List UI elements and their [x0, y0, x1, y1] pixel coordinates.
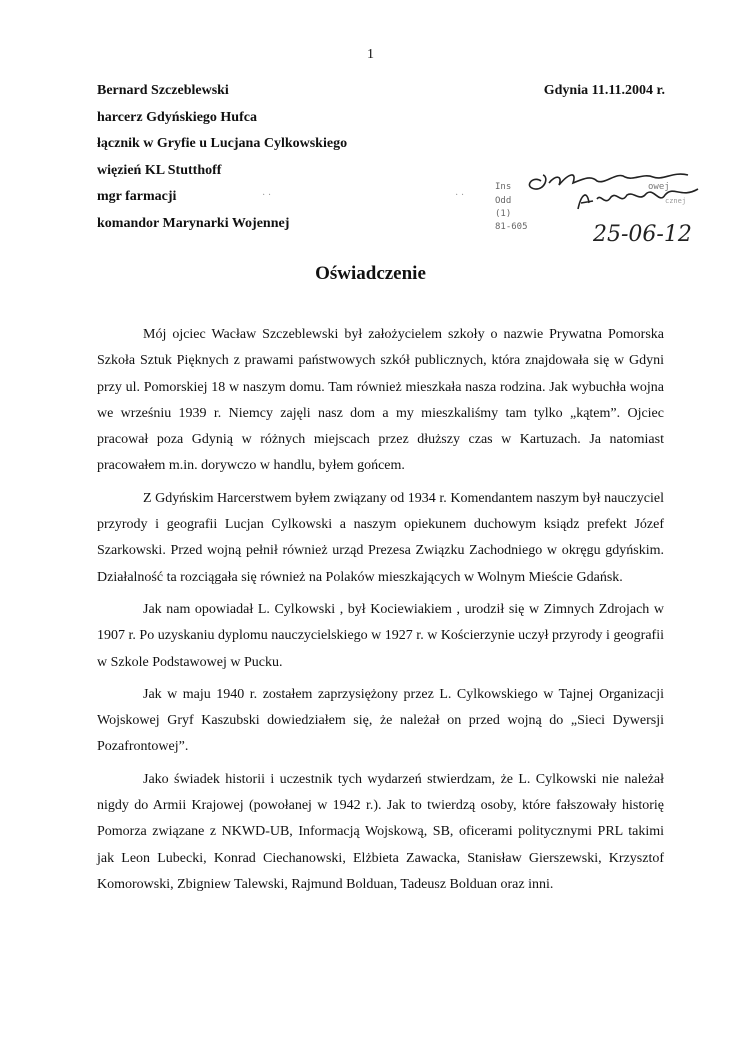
archive-stamp	[493, 165, 708, 245]
handwritten-date: 25-06-12	[593, 222, 692, 245]
place-date: Gdynia 11.11.2004 r.	[543, 83, 665, 98]
page-number: 1	[367, 47, 374, 62]
author-name: Bernard Szczeblewski	[97, 83, 229, 98]
body-paragraph: Z Gdyńskim Harcerstwem byłem związany od 1934 r. Komendantem naszym był nauczyciel przyrody i geografii Lucjan Cylkowski a naszym opiekunem duchowym ksiądz prefekt Józef Szarkowski. Przed wojną pełnił również urząd Prezesa Związku Zachodniego w okręgu gdyńskim. Działalność ta rozciągała się również na Polaków mieszkających w Wolnym Mieście Gdańsk.	[97, 490, 664, 585]
body-paragraph: Jak nam opowiadał L. Cylkowski , był Kociewiakiem , urodził się w Zimnych Zdrojach w 1907 r. Po uzyskaniu dyplomu nauczycielskiego w 1927 r. w Kościerzynie uczył przyrody i geografii w Szkole Podstawowej w Pucku.	[97, 601, 664, 670]
document-title: Oświadczenie	[315, 263, 426, 284]
body-paragraph: Mój ojciec Wacław Szczeblewski był założycielem szkoły o nazwie Prywatna Pomorska Szkoła Sztuk Pięknych z prawami państwowych szkół publicznych, która znajdowała się w Gdyni przy ul. Pomorskiej 18 w naszym domu. Tam również mieszkała nasza rodzina. Jak wybuchła wojna we wrześniu 1939 r. Niemcy zajęli nasz dom a my mieszkaliśmy tam tylko „kątem”. Ojciec pracował poza Gdynią w różnych miejscach przez dłuższy czas w Kartuzach. Ja natomiast pracowałem m.in. dorywczo w handlu, byłem gońcem.	[97, 327, 664, 474]
svg-text:owej: owej	[648, 182, 670, 192]
document-body	[97, 322, 664, 904]
author-title-line: harcerz Gdyńskiego Hufca	[97, 109, 257, 125]
author-block	[97, 78, 347, 237]
scan-dots: · ·	[262, 190, 272, 201]
svg-text:cznej: cznej	[665, 197, 687, 205]
handwritten-signature	[493, 165, 708, 245]
stamp-line: Odd	[495, 196, 512, 206]
author-title-line: łącznik w Gryfie u Lucjana Cylkowskiego	[97, 136, 348, 151]
stamp-line: Ins	[495, 182, 512, 192]
author-title-line: komandor Marynarki Wojennej	[97, 215, 290, 231]
stamp-line: 81-605	[495, 222, 528, 232]
author-title-line: więzień KL Stutthoff	[97, 162, 222, 178]
stamp-line: (1)	[495, 209, 512, 219]
body-paragraph: Jak w maju 1940 r. zostałem zaprzysiężony przez L. Cylkowskiego w Tajnej Organizacji Wojskowej Gryf Kaszubski dowiedziałem się, że należał on przed wojną do „Sieci Dywersji Pozafrontowej”.	[97, 686, 664, 755]
body-paragraph: Jako świadek historii i uczestnik tych wydarzeń stwierdzam, że L. Cylkowski nie należał nigdy do Armii Krajowej (powołanej w 1942 r.). Jak to twierdzą osoby, które fałszowały historię Pomorza związane z NKWD-UB, Informacją Wojskową, SB, oficerami politycznymi PRL takimi jak Leon Lubecki, Konrad Ciechanowski, Elżbieta Zawacka, Stanisław Gierszewski, Krzysztof Komorowski, Zbigniew Talewski, Rajmund Bolduan, Tadeusz Bolduan oraz inni.	[97, 771, 664, 892]
scan-dots: · ·	[455, 190, 465, 201]
author-title-line: mgr farmacji	[97, 189, 177, 204]
